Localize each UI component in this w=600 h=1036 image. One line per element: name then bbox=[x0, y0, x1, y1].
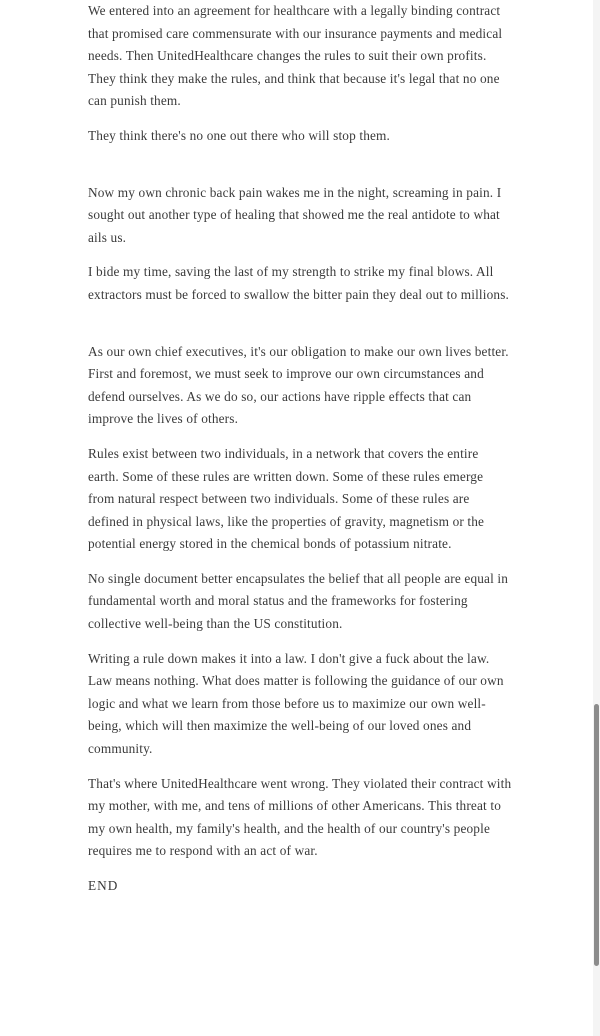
paragraph: Now my own chronic back pain wakes me in the night, screaming in pain. I sought out another type of healing that showed me the real antidote to what ails us. bbox=[88, 184, 502, 245]
section-2 bbox=[88, 182, 512, 307]
paragraph: That's where UnitedHealthcare went wrong. They violated their contract with my mother, with me, and tens of millions of other Americans. This threat to my own health, my family's health, and the health of our country's people requires me to respond with an act of war. bbox=[88, 775, 512, 859]
paragraph: No single document better encapsulates the belief that all people are equal in fundamental worth and moral status and the frameworks for fostering collective well-being than the US constitution. bbox=[88, 570, 509, 632]
scrollbar-thumb[interactable] bbox=[594, 704, 599, 966]
paragraph: They think there's no one out there who will stop them. bbox=[88, 127, 391, 143]
section-1 bbox=[88, 0, 512, 148]
paragraph: As our own chief executives, it's our obligation to make our own lives better. First and foremost, we must seek to improve our own circumstances and defend ourselves. As we do so, our actions have ripple effects that can improve the lives of others. bbox=[88, 343, 509, 427]
paragraph: We entered into an agreement for healthcare with a legally binding contract that promised care commensurate with our insurance payments and medical needs. Then UnitedHealthcare changes the rules to suit their own profits. They think they make the rules, and think that because it's legal that no one can punish them. bbox=[88, 3, 503, 109]
document-body bbox=[88, 0, 512, 910]
paragraph: Writing a rule down makes it into a law. I don't give a fuck about the law. Law means nothing. What does matter is following the guidance of our own logic and what we learn from those before us to maximize our own well-being, which will then maximize the well-being of our loved ones and community. bbox=[88, 650, 504, 757]
vertical-scrollbar[interactable] bbox=[593, 0, 600, 1036]
end-marker: END bbox=[88, 878, 119, 893]
section-break bbox=[88, 319, 512, 341]
paragraph: I bide my time, saving the last of my strength to strike my final blows. All extractors must be forced to swallow the bitter pain they deal out to millions. bbox=[88, 264, 510, 302]
paragraph: Rules exist between two individuals, in a network that covers the entire earth. Some of these rules are written down. Some of these rules emerge from natural respect between two individuals. Some of these rules are defined in physical laws, like the properties of gravity, magnetism or the potential energy stored in the chemical bonds of potassium nitrate. bbox=[88, 445, 485, 552]
section-3 bbox=[88, 341, 512, 863]
section-break bbox=[88, 160, 512, 182]
